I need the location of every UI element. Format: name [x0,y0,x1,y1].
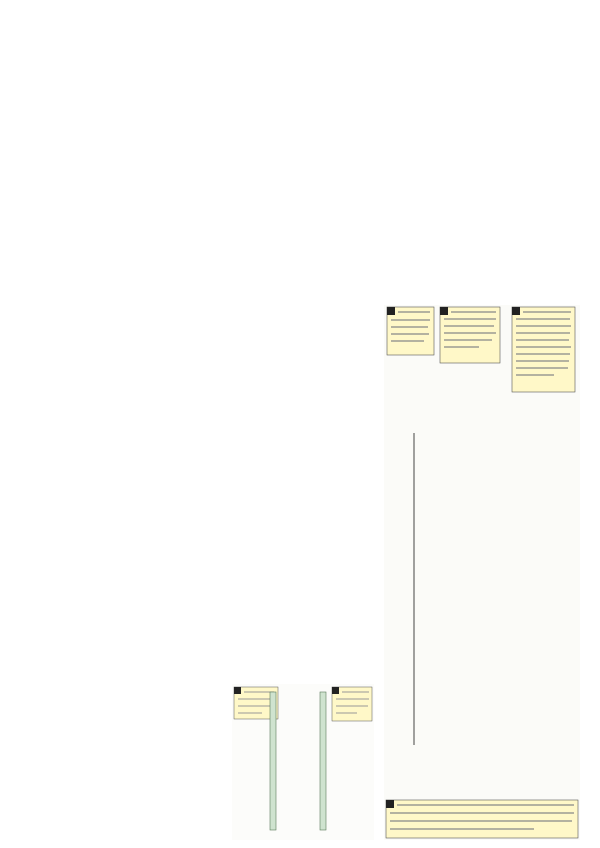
fig2-callout-badge-1 [234,687,241,694]
restriction-map-figure [232,684,374,840]
fig2-callout-badge-2 [332,687,339,694]
callout-badge-4 [386,800,394,808]
genetic-map-figure [384,305,580,840]
callout-box-3 [512,307,575,392]
callout-badge-3 [512,307,520,315]
genetic-map-svg [384,305,580,840]
callout-box-4 [386,800,578,838]
genetic-map-bar [320,692,326,830]
physical-map-bar [270,692,276,830]
callout-badge-1 [387,307,395,315]
restriction-map-svg [232,684,374,840]
callout-badge-2 [440,307,448,315]
callout-box-2 [440,307,500,363]
